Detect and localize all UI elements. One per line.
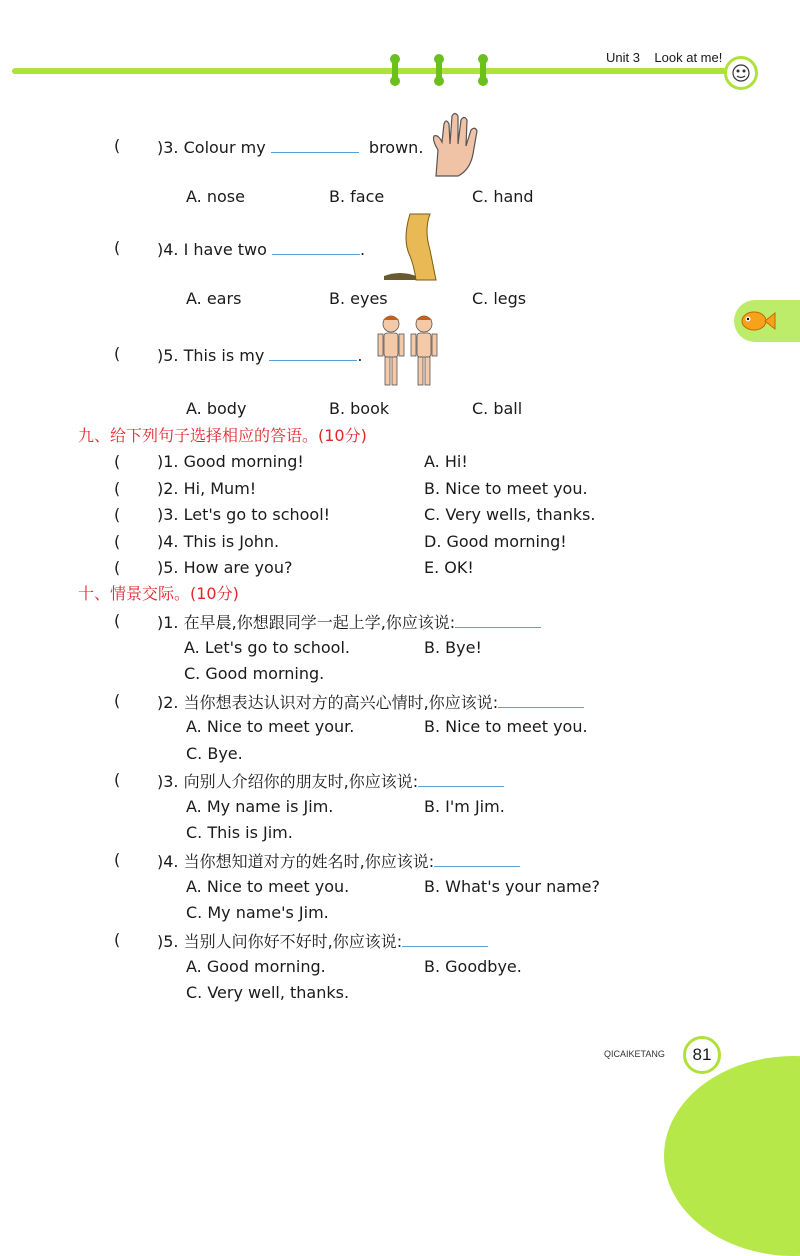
answer-paren[interactable]: ( xyxy=(114,850,121,869)
answer-blank[interactable] xyxy=(271,136,359,153)
option-a: A. Let's go to school. xyxy=(184,638,350,657)
option-c: C. My name's Jim. xyxy=(186,903,329,922)
answer-blank[interactable] xyxy=(455,611,541,628)
question-text: )1. 在早晨,你想跟同学一起上学,你应该说: xyxy=(157,611,541,633)
option-c: C. Bye. xyxy=(186,744,243,763)
answer-paren[interactable]: ( xyxy=(114,344,121,363)
answer-paren[interactable]: ( xyxy=(114,611,121,630)
option-a: A. My name is Jim. xyxy=(186,797,334,816)
header-peg xyxy=(392,58,398,82)
answer-blank[interactable] xyxy=(402,930,488,947)
question-text: )5. This is my . xyxy=(157,346,363,365)
option-a: A. body xyxy=(186,399,247,418)
option-b: B. Goodbye. xyxy=(424,957,522,976)
answer-paren[interactable]: ( xyxy=(114,691,121,710)
option-b: B. eyes xyxy=(329,289,388,308)
match-answer: C. Very wells, thanks. xyxy=(424,505,596,524)
option-b: B. Bye! xyxy=(424,638,482,657)
match-answer: E. OK! xyxy=(424,558,474,577)
unit-header xyxy=(606,50,722,65)
option-b: B. book xyxy=(329,399,390,418)
answer-paren[interactable]: ( xyxy=(114,558,121,577)
option-c: C. Very well, thanks. xyxy=(186,983,350,1002)
option-c: C. legs xyxy=(472,289,527,308)
answer-blank[interactable] xyxy=(269,344,357,361)
answer-blank[interactable] xyxy=(498,691,584,708)
side-tab xyxy=(734,300,800,342)
question-text: )3. Colour my brown. xyxy=(157,138,424,157)
header-peg xyxy=(436,58,442,82)
answer-paren[interactable]: ( xyxy=(114,505,121,524)
option-a: A. ears xyxy=(186,289,242,308)
mascot-icon xyxy=(724,56,758,90)
option-a: A. Nice to meet you. xyxy=(186,877,350,896)
header-bar xyxy=(12,68,737,74)
option-b: B. face xyxy=(329,187,385,206)
section-heading: 十、情景交际。(10分) xyxy=(78,584,239,603)
match-prompt: )5. How are you? xyxy=(157,558,293,577)
option-a: A. Nice to meet your. xyxy=(186,717,355,736)
fish-icon xyxy=(738,306,778,336)
question-text: )3. 向别人介绍你的朋友时,你应该说: xyxy=(157,770,504,792)
match-prompt: )1. Good morning! xyxy=(157,452,304,471)
answer-paren[interactable]: ( xyxy=(114,136,121,155)
page-number: 81 xyxy=(683,1036,721,1074)
unit-title: Look at me! xyxy=(654,50,723,65)
answer-blank[interactable] xyxy=(418,770,504,787)
match-prompt: )4. This is John. xyxy=(157,532,280,551)
match-prompt: )3. Let's go to school! xyxy=(157,505,331,524)
answer-paren[interactable]: ( xyxy=(114,770,121,789)
unit-label: Unit 3 xyxy=(606,50,640,65)
option-a: A. nose xyxy=(186,187,245,206)
match-answer: B. Nice to meet you. xyxy=(424,479,588,498)
header-peg xyxy=(480,58,486,82)
question-text: )5. 当别人问你好不好时,你应该说: xyxy=(157,930,488,952)
answer-paren[interactable]: ( xyxy=(114,479,121,498)
option-c: C. ball xyxy=(472,399,523,418)
match-answer: A. Hi! xyxy=(424,452,468,471)
question-text: )4. I have two . xyxy=(157,240,366,259)
match-answer: D. Good morning! xyxy=(424,532,567,551)
option-c: C. This is Jim. xyxy=(186,823,293,842)
option-c: C. hand xyxy=(472,187,534,206)
option-a: A. Good morning. xyxy=(186,957,326,976)
body-illustration xyxy=(376,312,442,390)
match-prompt: )2. Hi, Mum! xyxy=(157,479,257,498)
option-b: B. I'm Jim. xyxy=(424,797,505,816)
footer-decoration xyxy=(664,1056,800,1256)
section-heading: 九、给下列句子选择相应的答语。(10分) xyxy=(78,426,367,445)
question-text: )4. 当你想知道对方的姓名时,你应该说: xyxy=(157,850,520,872)
hand-illustration xyxy=(428,110,480,178)
leg-illustration xyxy=(380,210,440,282)
option-b: B. What's your name? xyxy=(424,877,600,896)
answer-blank[interactable] xyxy=(272,238,360,255)
answer-paren[interactable]: ( xyxy=(114,238,121,257)
option-c: C. Good morning. xyxy=(184,664,325,683)
question-text: )2. 当你想表达认识对方的高兴心情时,你应该说: xyxy=(157,691,584,713)
answer-paren[interactable]: ( xyxy=(114,532,121,551)
brand-label: QICAIKETANG xyxy=(604,1049,665,1059)
option-b: B. Nice to meet you. xyxy=(424,717,588,736)
answer-paren[interactable]: ( xyxy=(114,452,121,471)
answer-paren[interactable]: ( xyxy=(114,930,121,949)
answer-blank[interactable] xyxy=(434,850,520,867)
